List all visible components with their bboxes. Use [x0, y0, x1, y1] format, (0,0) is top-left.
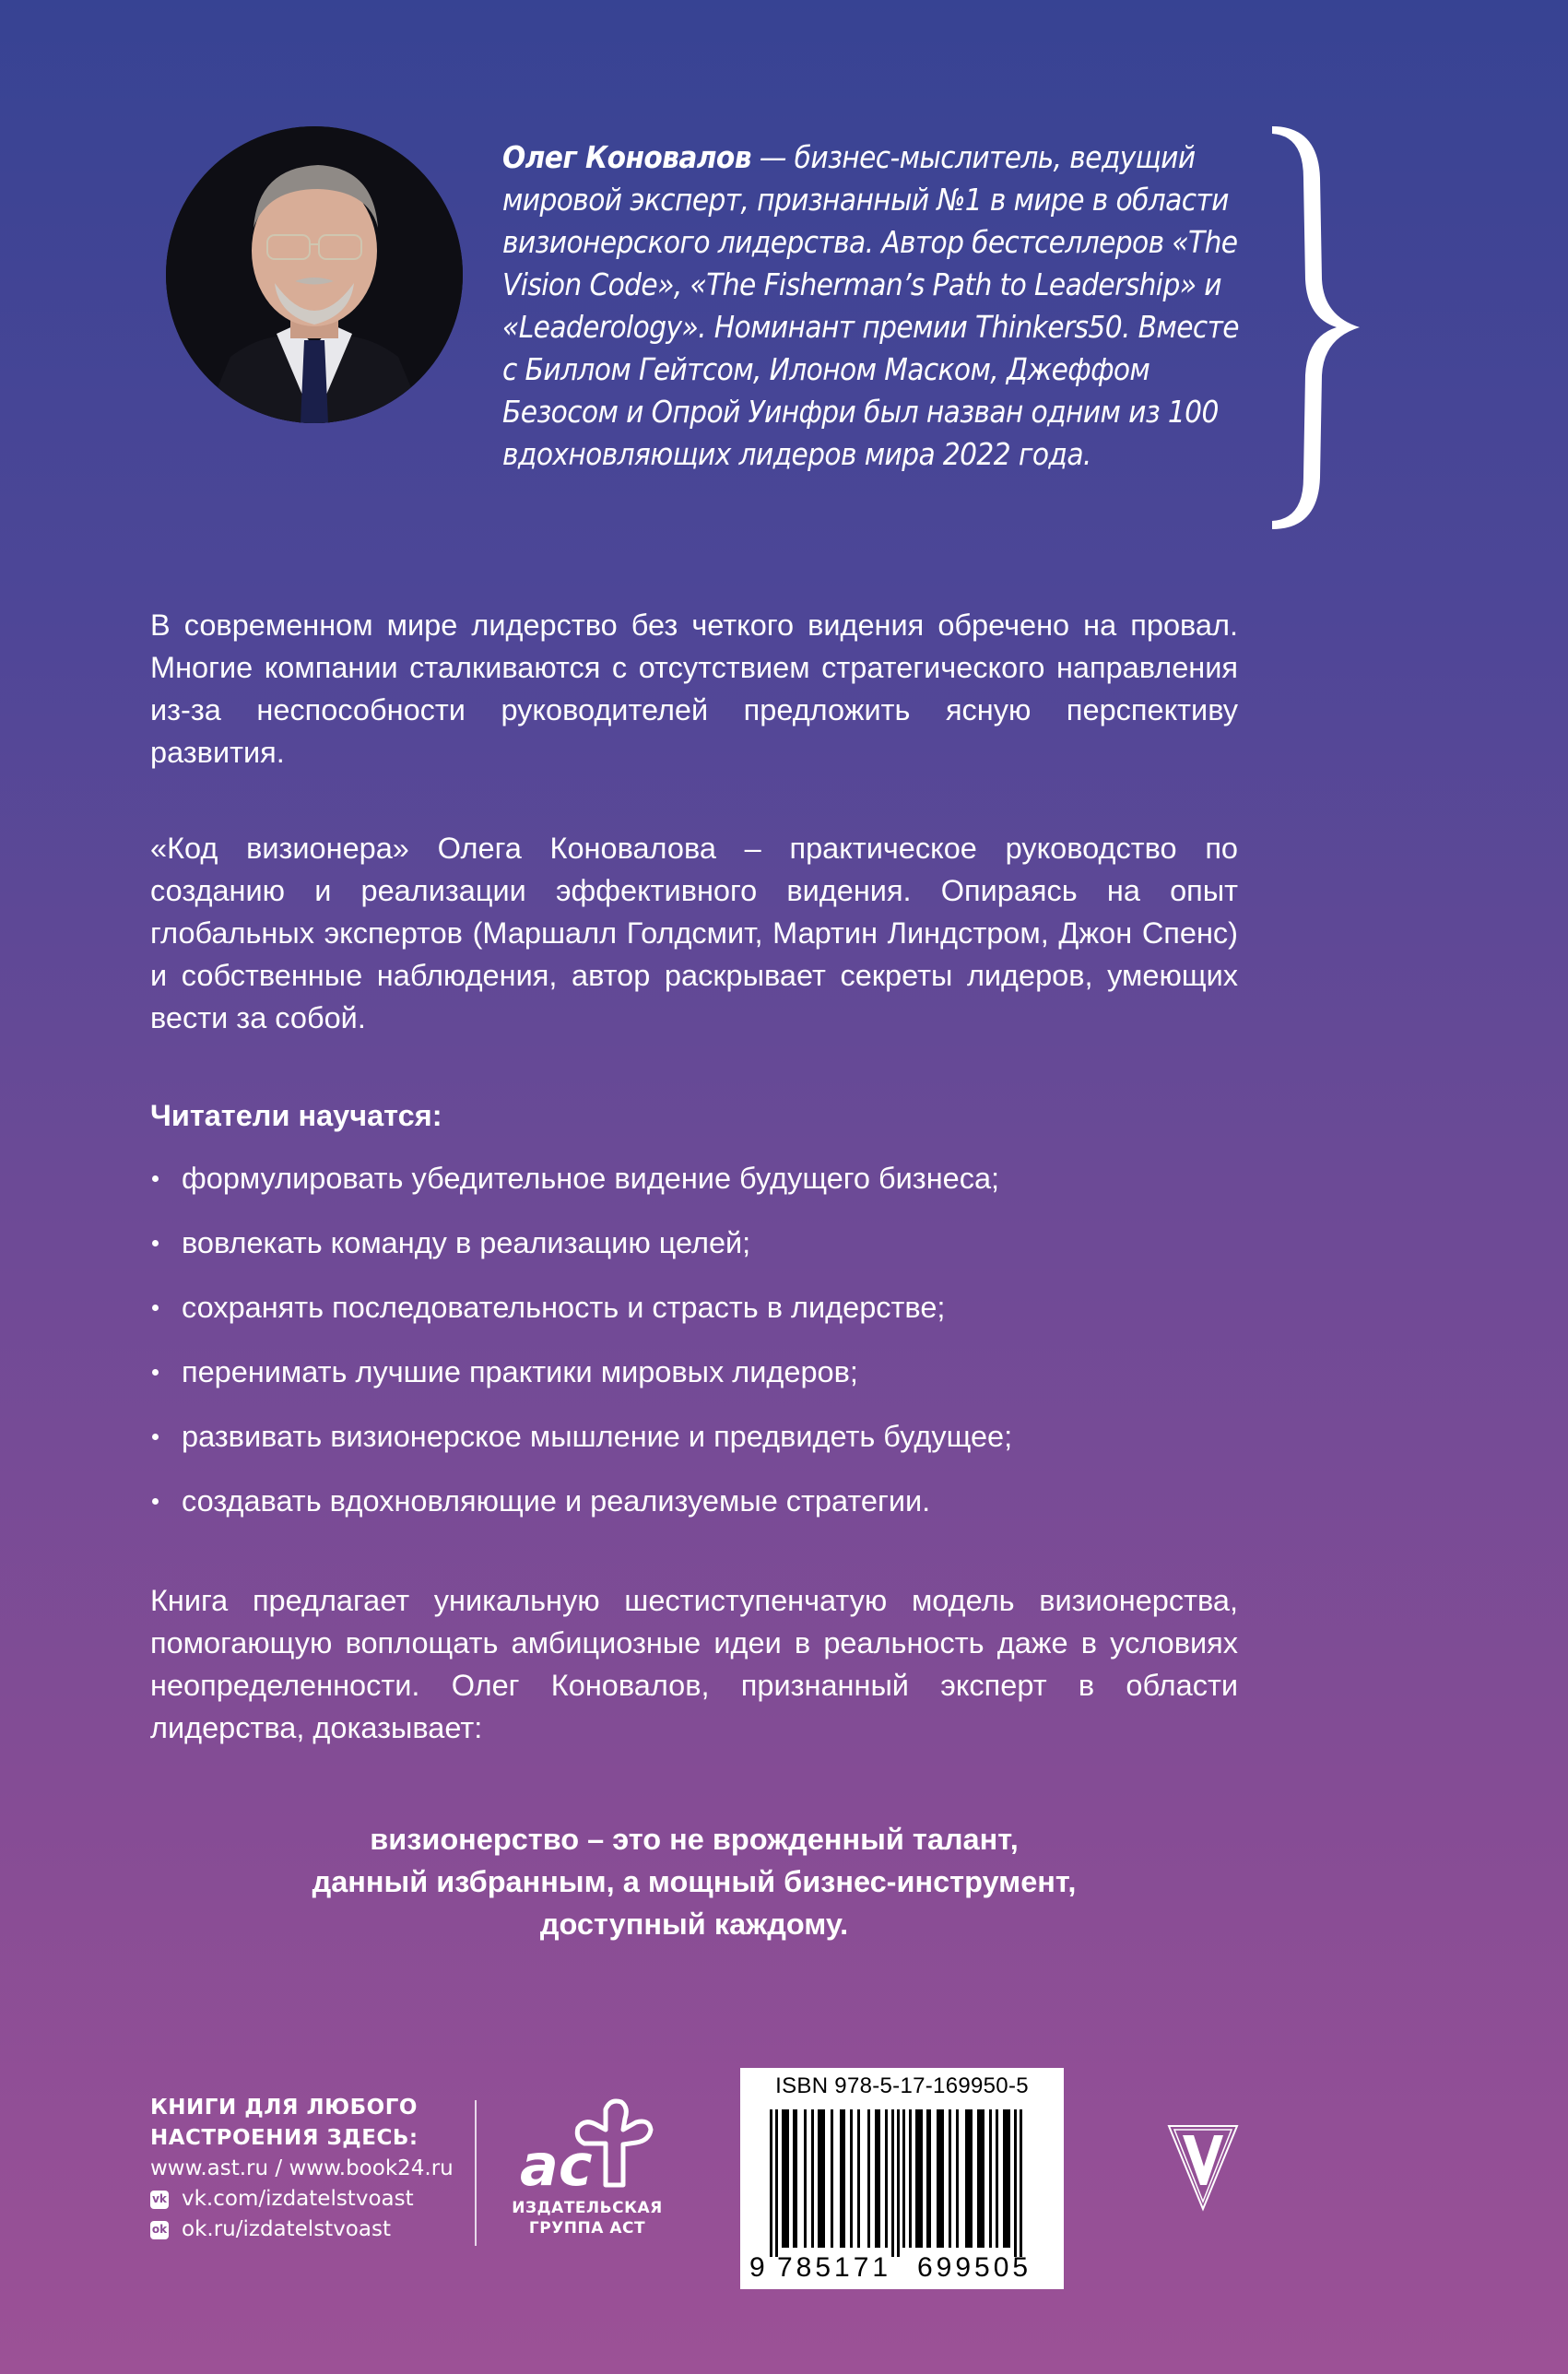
imprint-v-logo-icon [1166, 2122, 1240, 2215]
list-item-text: формулировать убедительное видение будущего бизнеса; [182, 1162, 1000, 1195]
list-item-text: создавать вдохновляющие и реализуемые стратегии. [182, 1484, 931, 1518]
readers-heading: Читатели научатся: [150, 1099, 442, 1132]
author-photo [166, 126, 463, 423]
barcode-digits-left: 785171 [777, 2252, 892, 2283]
model-paragraph: Книга предлагает уникальную шестиступенчатую модель визионерства, помогающую воплощать амбициозные идеи в реальность даже в условиях неопределенности. Олег Коновалов, признанный эксперт в области лидерства, доказывает: [150, 1584, 1238, 1744]
list-item-text: перенимать лучшие практики мировых лидеров; [182, 1355, 858, 1388]
list-item [150, 1480, 1012, 1522]
footer-heading-line: НАСТРОЕНИЯ ЗДЕСЬ: [150, 2126, 419, 2150]
bullet-icon [152, 1434, 159, 1440]
barcode-bars-icon [770, 2109, 1046, 2257]
ast-logo-icon [518, 2093, 656, 2194]
svg-text:ac: ac [520, 2132, 593, 2194]
footer-heading [150, 2093, 454, 2154]
ok-link[interactable] [150, 2215, 454, 2245]
publisher-logo [509, 2093, 666, 2250]
bullet-icon [152, 1305, 159, 1311]
curly-brace-icon [1263, 123, 1373, 533]
vk-link-text: vk.com/izdatelstvoast [182, 2187, 414, 2211]
isbn-label: ISBN 978-5-17-169950-5 [775, 2073, 1029, 2098]
key-quote [150, 1818, 1238, 1945]
footer-divider [475, 2100, 477, 2246]
list-item [150, 1286, 1012, 1329]
quote-line: визионерство – это не врожденный талант, [370, 1823, 1019, 1856]
author-portrait-image [166, 126, 463, 423]
ok-icon: ok [150, 2221, 169, 2239]
bullet-icon [152, 1369, 159, 1376]
bullet-icon [152, 1175, 159, 1182]
list-item [150, 1415, 1012, 1458]
footer-heading-line: КНИГИ ДЛЯ ЛЮБОГО [150, 2096, 418, 2120]
isbn-barcode [740, 2068, 1064, 2289]
publisher-links [150, 2093, 454, 2245]
vk-link[interactable] [150, 2184, 454, 2215]
publisher-caption [509, 2198, 666, 2238]
quote-line: доступный каждому. [539, 1907, 849, 1941]
websites-link[interactable]: www.ast.ru / www.book24.ru [150, 2156, 454, 2180]
quote-line: данный избранным, а мощный бизнес-инструмент, [312, 1865, 1077, 1898]
publisher-caption-line: ГРУППА АСТ [528, 2219, 646, 2238]
list-item-text: сохранять последовательность и страсть в лидерстве; [182, 1291, 946, 1324]
intro-paragraph: В современном мире лидерство без четкого видения обречено на провал. Многие компании сталкиваются с отсутствием стратегического направления из-за неспособности руководителей предложить ясную перспективу развития. [150, 608, 1238, 769]
publisher-caption-line: ИЗДАТЕЛЬСКАЯ [512, 2199, 663, 2217]
list-item [150, 1222, 1012, 1264]
book-description-paragraph: «Код визионера» Олега Коновалова – практическое руководство по созданию и реализации эффективного видения. Опираясь на опыт глобальных экспертов (Маршалл Голдсмит, Мартин Линдстром, Джон Спенс) и собственные наблюдения, автор раскрывает секреты лидеров, умеющих вести за собой. [150, 832, 1238, 1034]
list-item-text: вовлекать команду в реализацию целей; [182, 1226, 751, 1259]
list-item [150, 1157, 1012, 1199]
barcode-digits-right: 699505 [917, 2252, 1032, 2283]
ok-link-text: ok.ru/izdatelstvoast [182, 2217, 391, 2241]
author-bio-text: — бизнес-мыслитель, ведущий мировой эксперт, признанный №1 в мире в области визионерского лидерства. Автор бестселлеров «The Vision Code», «The Fisherman’s Path to Leadership» и «Leaderology». Номинант премии Thinkers50. Вместе с Биллом Гейтсом, Илоном Маском, Джеффом Безосом и Опрой Уинфри был назван одним из 100 вдохновляющих лидеров мира 2022 года. [502, 139, 1239, 472]
bullet-icon [152, 1498, 159, 1505]
list-item [150, 1351, 1012, 1393]
barcode-digit-first: 9 [749, 2252, 766, 2283]
vk-icon: vk [150, 2191, 169, 2209]
list-item-text: развивать визионерское мышление и предвидеть будущее; [182, 1420, 1013, 1453]
readers-list [150, 1157, 1012, 1544]
bullet-icon [152, 1240, 159, 1246]
author-name: Олег Коновалов [502, 139, 751, 175]
author-bio [502, 136, 1258, 476]
